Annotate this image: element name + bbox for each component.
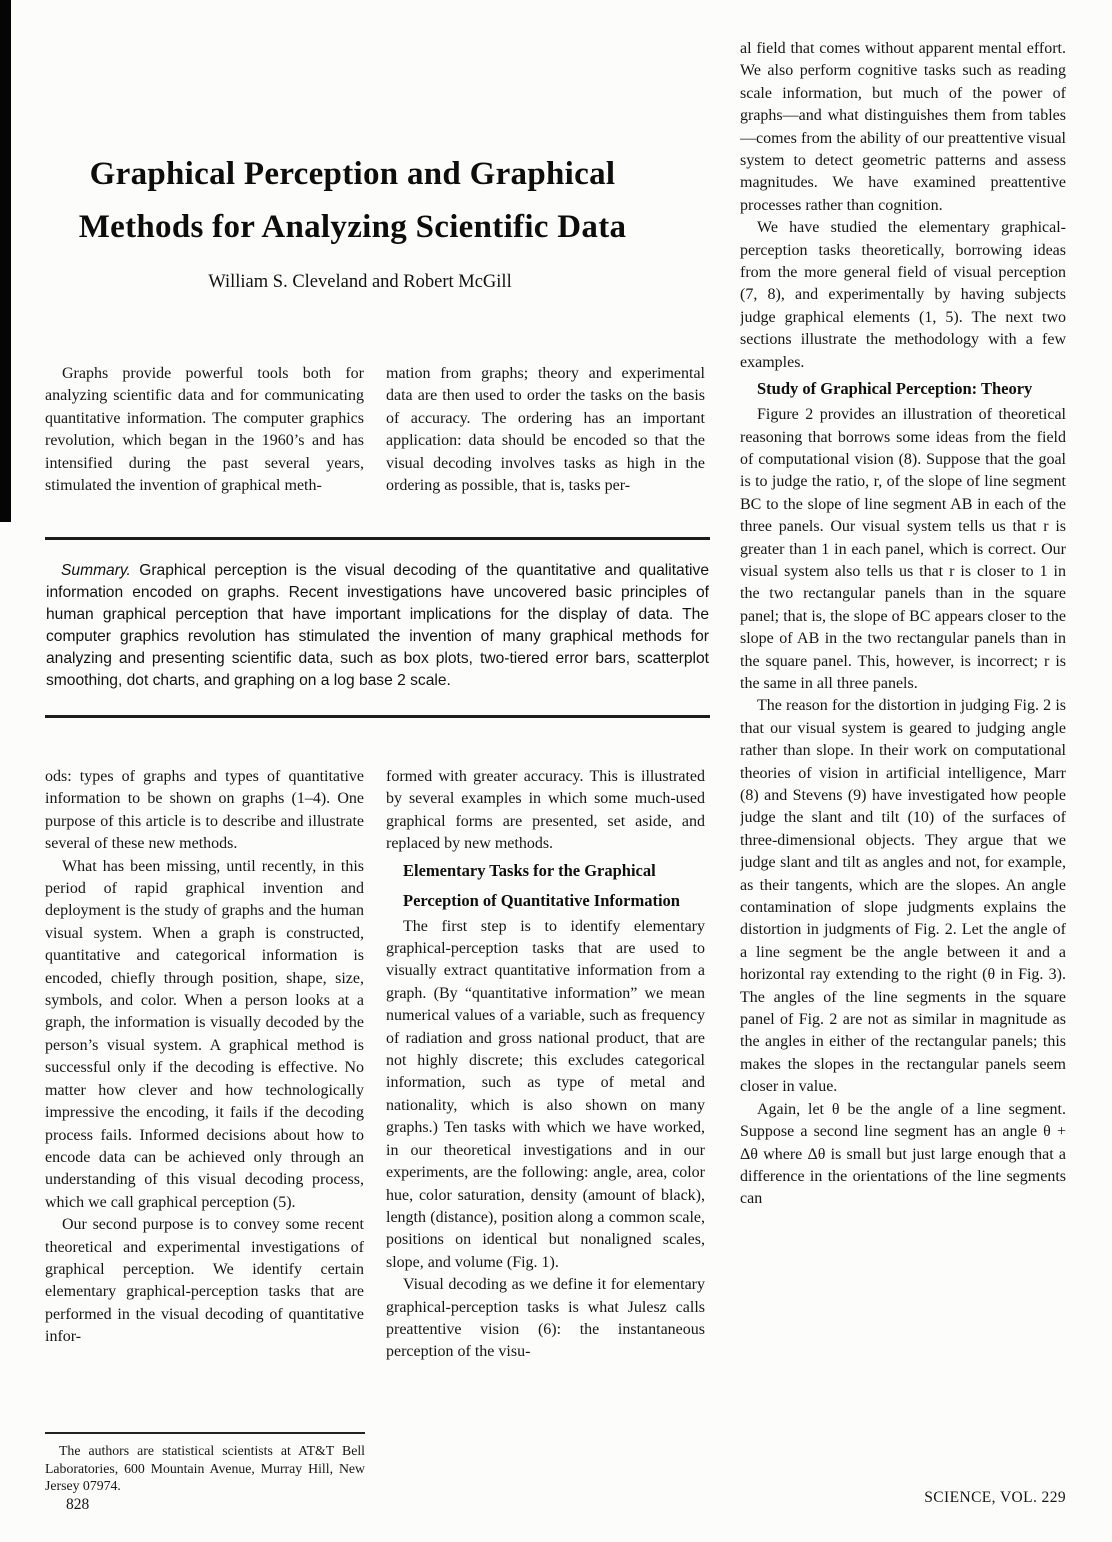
paragraph: Visual decoding as we define it for elementary graphical-perception tasks is what Julesz calls preattentive vision (6): the instantaneous perception of the visu- xyxy=(386,1276,705,1361)
section-heading-line1: Elementary Tasks for the Graphical xyxy=(403,860,656,880)
journal-footer: SCIENCE, VOL. 229 xyxy=(924,1489,1066,1506)
paragraph: The reason for the distortion in judging Fig. 2 is that our visual system is geared to judging angle rather than slope. In their work on computational theories of vision in artificial intelligence, Marr (8) and Stevens (9) have investigated how people judge the slant and tilt (10) of the surfaces of three-dimensional objects. They argue that we judge slant and tilt as angles and not, for example, as their tangents, which are the slopes. An angle contamination of slope judgments explains the distortion in judgments of Fig. 2. Let the angle of a line segment be the angle between it and a horizontal ray extending to the right (θ in Fig. 3). The angles of the line segments in the square panel of Fig. 2 are not as similar in magnitude as the angles in either of the rectangular panels; this makes the slopes in the rectangular panels seem closer in value. xyxy=(740,697,1066,1096)
page-number: 828 xyxy=(66,1496,90,1513)
paragraph: The first step is to identify elementary graphical-perception tasks that are used to visually extract quantitative information from a graph. (By “quantitative information” we mean numerical values of a variable, such as frequency of radiation and gross national product, that are not highly discrete; this excludes categorical information, such as type of metal and nationality, which is also shown on many graphs.) Ten tasks with which we have worked, in our theoretical investigations and in our experiments, are the following: angle, area, color hue, color saturation, density (amount of black), length (distance), position along a common scale, positions on identical but nonaligned scales, slope, and volume (Fig. 1). xyxy=(386,917,705,1271)
middle-column-top xyxy=(386,363,705,535)
section-heading: Study of Graphical Perception: Theory xyxy=(757,379,1033,399)
right-column xyxy=(740,38,1066,1480)
left-column xyxy=(45,766,364,1428)
paragraph: formed with greater accuracy. This is illustrated by several examples in which some much-used graphical forms are presented, set aside, and replaced by new methods. xyxy=(386,768,705,853)
summary-label: Summary. xyxy=(61,562,131,579)
summary-body: Graphical perception is the visual decoding of the quantitative and qualitative information encoded on graphs. Recent investigations have uncovered basic principles of human graphical perception that have important implications for the display of data. The computer graphics revolution has stimulated the invention of many graphical methods for analyzing and presenting scientific data, such as box plots, two-tiered error bars, scatterplot smoothing, dot charts, and graphing on a log base 2 scale. xyxy=(46,562,709,689)
paragraph: Our second purpose is to convey some recent theoretical and experimental investigations of graphical perception. We identify certain elementary graphical-perception tasks that are performed in the visual decoding of quantitative infor- xyxy=(45,1216,364,1346)
summary-text xyxy=(46,560,709,692)
article-authors: William S. Cleveland and Robert McGill xyxy=(208,272,512,292)
summary-box xyxy=(45,537,710,718)
section-heading xyxy=(386,856,705,916)
paragraph: What has been missing, until recently, in this period of rapid graphical invention and deployment is the study of graphs and the human visual system. When a graph is constructed, quantitative and categorical information is encoded, chiefly through position, shape, size, symbols, and color. When a person looks at a graph, the information is visually decoded by the person’s visual system. A graphical method is successful only if the decoding is effective. No matter how clever and how technologically impressive the encoding, it fails if the decoding process fails. Informed decisions about how to encode data can be achieved only through an understanding of this visual decoding process, which we call graphical perception (5). xyxy=(45,857,364,1211)
paragraph: ods: types of graphs and types of quantitative information to be shown on graphs (1–4). One purpose of this article is to describe and illustrate several of these new methods. xyxy=(45,768,364,853)
footnote-text: The authors are statistical scientists at AT&T Bell Laboratories, 600 Mountain Avenue, Murray Hill, New Jersey 07974. xyxy=(45,1443,365,1493)
paragraph: Again, let θ be the angle of a line segment. Suppose a second line segment has an angle θ + Δθ where Δθ is small but just large enough that a difference in the orientations of the line segments can xyxy=(740,1100,1066,1208)
paragraph: We have studied the elementary graphical-perception tasks theoretically, borrowing ideas from the more general field of visual perception (7, 8), and experimentally by having subjects judge graphical elements (1, 5). The next two sections illustrate the methodology with a few examples. xyxy=(740,219,1066,371)
section-heading-line2: Perception of Quantitative Information xyxy=(403,890,680,910)
scan-edge-artifact xyxy=(0,0,11,522)
article-title-line1: Graphical Perception and Graphical xyxy=(89,156,616,192)
paragraph: mation from graphs; theory and experimental data are then used to order the tasks on the basis of accuracy. The ordering has an important application: data should be encoded so that the visual decoding involves tasks as high in the ordering as possible, that is, tasks per- xyxy=(386,365,705,495)
left-column-top xyxy=(45,363,364,535)
author-footnote xyxy=(45,1432,365,1495)
paragraph: Graphs provide powerful tools both for analyzing scientific data and for communicating quantitative information. The computer graphics revolution, which began in the 1960’s and has intensified during the past several years, stimulated the invention of graphical meth- xyxy=(45,365,364,495)
middle-column xyxy=(386,766,705,1532)
paragraph: Figure 2 provides an illustration of theoretical reasoning that borrows some ideas from the field of computational vision (8). Suppose that the goal is to judge the ratio, r, of the slope of line segment BC to the slope of line segment AB in each of the three panels. Our visual system tells us that r is greater than 1 in each panel, which is correct. Our visual system also tells us that r is closer to 1 in the two rectangular panels than in the square panel; that is, the slope of BC appears closer to the slope of AB in the two rectangular panels than in the square panel. This, however, is incorrect; r is the same in all three panels. xyxy=(740,406,1066,692)
article-title xyxy=(30,148,675,254)
paragraph: al field that comes without apparent mental effort. We also perform cognitive tasks such as reading scale information, but much of the power of graphs—and what distinguishes them from tables—comes from the ability of our preattentive visual system to detect geometric patterns and assess magnitudes. We have examined preattentive processes rather than cognition. xyxy=(740,40,1066,214)
article-title-line2: Methods for Analyzing Scientific Data xyxy=(78,209,627,245)
